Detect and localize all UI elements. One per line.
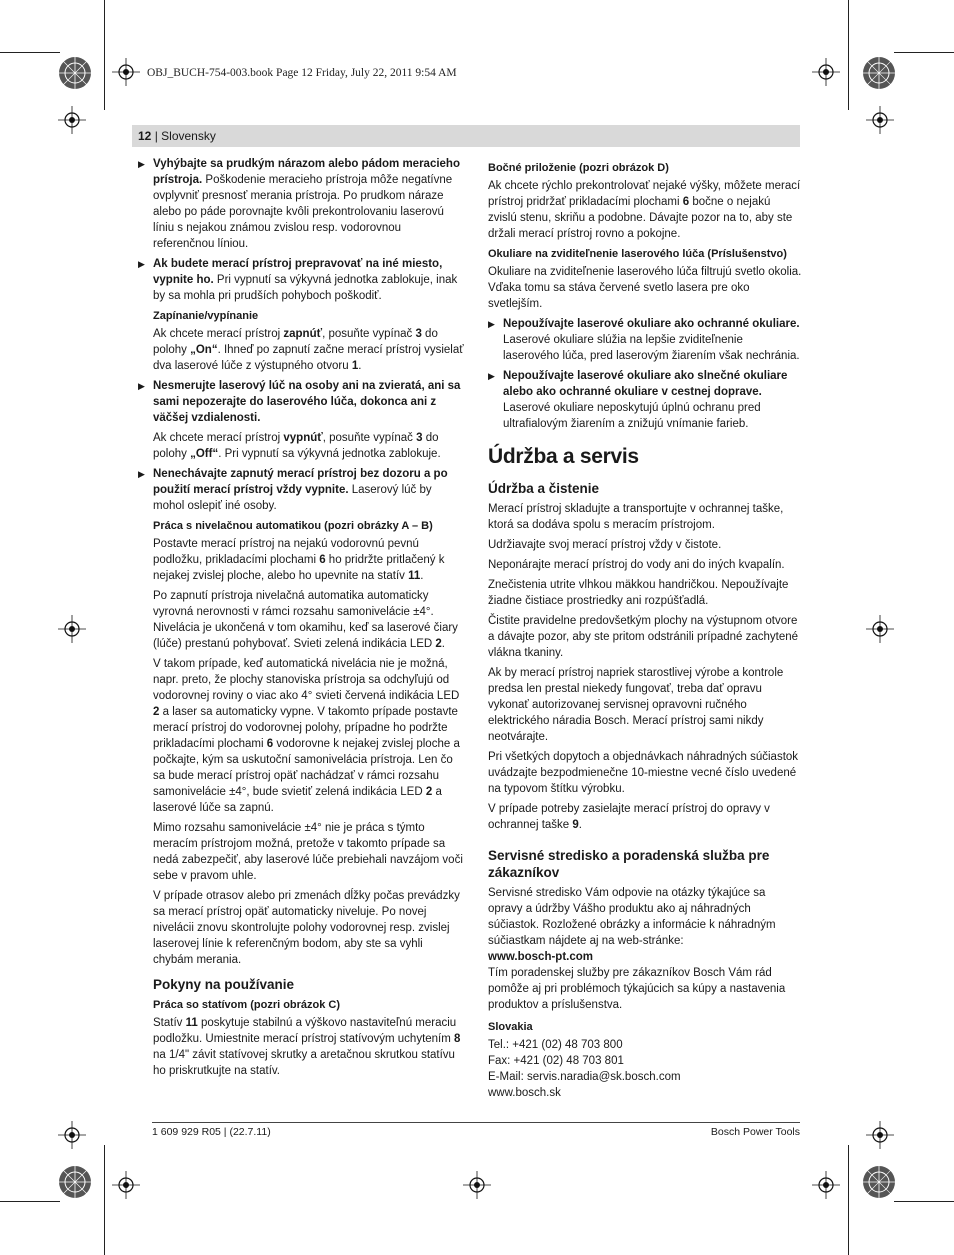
paragraph: V takom prípade, keď automatická nivelácia nie je možná, napr. preto, že plochy stanoviska prístroja sa odchyľujú od vodorovnej roviny o viac ako 4° svieti červená indikácia LED 2 a laser sa automaticky vypne. V takomto prípade postavte merací prístroj do vodorovnej polohy, prípadne ho podržte prikladacími plochami 6 vodorovne k nejakej zvislej ploche a počkajte, kým sa uskutoční samonivelácia prístroja. Len čo sa bude merací prístroj opäť nachádzať v rámci rozsahu samonivelácie ±4°, bude svietiť zelená indikácia LED 2 a laserové lúče sa zapnú. xyxy=(153,658,460,814)
radial-target-icon xyxy=(862,56,896,90)
warning-bold: Ak budete merací prístroj prepravovať na iné miesto, vypnite ho. xyxy=(153,258,443,286)
crosshair-mark-icon xyxy=(866,106,894,134)
paragraph: Tím poradenskej služby pre zákazníkov Bosch Vám rád pomôže aj pri problémoch týkajúcich sa kúpy a nastavenia produktov a príslušenstva. xyxy=(488,967,786,1011)
crosshair-mark-icon xyxy=(112,58,140,86)
section-heading: Pokyny na používanie xyxy=(153,977,295,992)
triangle-right-icon: ▶ xyxy=(488,319,495,329)
section-heading: Zapínanie/vypínanie xyxy=(153,310,259,322)
paragraph: Pri všetkých dopytoch a objednávkach náhradných súčiastok uvádzajte bezpodmienečne 10-miestne vecné číslo uvedené na typovom štítku výrobku. xyxy=(488,751,799,795)
radial-target-icon xyxy=(58,1165,92,1199)
warning-bullet xyxy=(488,316,802,364)
paragraph: Servisné stredisko Vám odpovie na otázky týkajúce sa opravy a údržby Vášho produktu ako aj náhradných súčiastok. Rozložené obrázky a informácie k náhradným súčiastkam nájdete aj na web-stránke: xyxy=(488,887,776,947)
crosshair-mark-icon xyxy=(812,58,840,86)
triangle-right-icon: ▶ xyxy=(488,371,495,381)
paragraph: V prípade potreby zasielajte merací prístroj do opravy v ochrannej taške 9. xyxy=(488,803,770,831)
paragraph: Znečistenia utrite vlhkou mäkkou handričkou. Nepoužívajte žiadne čistiace prostriedky ani rozpúšťadlá. xyxy=(488,579,789,607)
left-column xyxy=(138,156,464,1083)
trim-line xyxy=(104,1145,105,1255)
triangle-right-icon: ▶ xyxy=(138,259,145,269)
crosshair-mark-icon xyxy=(866,1121,894,1149)
warning-bold: Vyhýbajte sa prudkým nárazom alebo pádom meracieho prístroja. xyxy=(153,158,460,186)
section-heading: Okuliare na zviditeľnenie laserového lúča (Príslušenstvo) xyxy=(488,248,787,260)
paragraph: Statív 11 poskytuje stabilnú a výškovo nastaviteľnú meraciu podložku. Umiestnite merací prístroj statívovým uchytením 8 na 1/4" závit statívovej skrutky a aretačnou skrutkou statívu ho priskrutkujte na statív. xyxy=(153,1017,461,1077)
crosshair-mark-icon xyxy=(58,106,86,134)
paragraph: Udržiavajte svoj merací prístroj vždy v čistote. xyxy=(488,539,722,551)
warning-bullet xyxy=(488,368,802,432)
warning-bullet xyxy=(138,378,464,426)
trim-line xyxy=(894,1201,954,1202)
warning-text: Laserové okuliare slúžia na lepšie zviditeľnenie laserového lúča, pred laserovým žiarením však nechránia. xyxy=(503,334,800,362)
paragraph: Ak chcete merací prístroj vypnúť, posuňte vypínač 3 do polohy „Off“. Pri vypnutí sa výkyvná jednotka zablokuje. xyxy=(153,432,441,460)
warning-bold: Nesmerujte laserový lúč na osoby ani na zvieratá, ani sa sami nepozerajte do laserového lúča, dokonca ani z väčšej vzdialenosti. xyxy=(153,380,461,424)
triangle-right-icon: ▶ xyxy=(138,159,145,169)
triangle-right-icon: ▶ xyxy=(138,381,145,391)
section-heading: Servisné stredisko a poradenská služba pre zákazníkov xyxy=(488,848,770,880)
warning-bold: Nepoužívajte laserové okuliare ako slnečné okuliare alebo ako ochranné okuliare v cestnej doprave. xyxy=(503,370,788,398)
crosshair-mark-icon xyxy=(58,1121,86,1149)
warning-text: Pri vypnutí sa výkyvná jednotka zablokuje, inak by sa mohla pri prudších pohyboch poškodiť. xyxy=(153,274,458,302)
website-link[interactable]: www.bosch-pt.com xyxy=(488,951,593,963)
paragraph: Merací prístroj skladujte a transportujte v ochrannej taške, ktorá sa dodáva spolu s meracím prístrojom. xyxy=(488,503,784,531)
phone: Tel.: +421 (02) 48 703 800 xyxy=(488,1039,623,1051)
radial-target-icon xyxy=(58,56,92,90)
page-header-band xyxy=(132,125,800,147)
footer-right: Bosch Power Tools xyxy=(710,1126,800,1138)
warning-text: Laserový lúč by mohol oslepiť iné osoby. xyxy=(153,484,432,512)
section-heading: Práca s nivelačnou automatikou (pozri obrázky A – B) xyxy=(153,520,433,532)
warning-bold: Nepoužívajte laserové okuliare ako ochranné okuliare. xyxy=(503,318,800,330)
paragraph: Čistite pravidelne predovšetkým plochy na výstupnom otvore a dávajte pozor, aby ste pritom odstránili prípadné zachytené vlákna tkaniny. xyxy=(488,615,799,659)
paragraph: Ak chcete rýchlo prekontrolovať nejaké výšky, môžete merací prístroj pridržať prikladacími plochami 6 bočne o nejakú zvislú stenu, skriňu a podobne. Dávajte pozor na to, aby ste držali merací prístroj rovno a pokojne. xyxy=(488,180,801,240)
website-link[interactable]: www.bosch.sk xyxy=(488,1087,561,1099)
radial-target-icon xyxy=(862,1165,896,1199)
paragraph: Postavte merací prístroj na nejakú vodorovnú pevnú podložku, prikladacími plochami 6 ho pridržte pritlačený k nejakej zvislej ploche, alebo ho upevnite na statív 11. xyxy=(153,538,445,582)
warning-bullet xyxy=(138,156,464,252)
country-heading: Slovakia xyxy=(488,1021,533,1033)
crosshair-mark-icon xyxy=(812,1171,840,1199)
trim-line xyxy=(894,52,954,53)
paragraph: Ak chcete merací prístroj zapnúť, posuňte vypínač 3 do polohy „On“. Ihneď po zapnutí začne merací prístroj vysielať dva laserové lúče z výstupného otvoru 1. xyxy=(153,328,464,372)
crosshair-mark-icon xyxy=(112,1171,140,1199)
paragraph: Neponárajte merací prístroj do vody ani do iných kvapalín. xyxy=(488,559,785,571)
paragraph: V prípade otrasov alebo pri zmenách dĺžky počas prevádzky sa merací prístroj opäť automaticky niveluje. Po novej nivelácii znovu skontrolujte polohy vodorovnej resp. zvislej laserovej línie k referenčným bodom, aby ste sa vyhli chybám merania. xyxy=(153,890,460,966)
crop-header: OBJ_BUCH-754-003.book Page 12 Friday, July 22, 2011 9:54 AM xyxy=(147,67,457,79)
trim-line xyxy=(848,0,849,110)
section-heading: Bočné priloženie (pozri obrázok D) xyxy=(488,162,669,174)
right-column xyxy=(488,156,802,1105)
header-language: Slovensky xyxy=(161,129,216,143)
fax: Fax: +421 (02) 48 703 801 xyxy=(488,1055,624,1067)
page-number: 12 xyxy=(138,129,152,143)
crosshair-mark-icon xyxy=(58,615,86,643)
trim-line xyxy=(104,0,105,110)
footer-rule xyxy=(152,1122,800,1123)
paragraph: Okuliare na zviditeľnenie laserového lúča filtrujú svetlo okolia. Vďaka tomu sa stáva červené svetlo lasera pre oko svetlejším. xyxy=(488,266,802,310)
warning-text: Laserové okuliare neposkytujú úplnú ochranu pred ultrafialovým žiarením a znižujú vnímanie farieb. xyxy=(503,402,761,430)
header-separator: | xyxy=(151,129,162,143)
section-heading: Údržba a čistenie xyxy=(488,481,600,496)
trim-line xyxy=(0,52,60,53)
warning-bullet xyxy=(138,466,464,514)
warning-text: Poškodenie meracieho prístroja môže negatívne ovplyvniť presnosť merania prístroja. Po prudkom náraze alebo po páde porovnajte kvôli prekontrolovaniu laserovú líniu s nejakou známou zvislou resp. vodorovnou referenčnou líniou. xyxy=(153,174,453,250)
triangle-right-icon: ▶ xyxy=(138,469,145,479)
crosshair-mark-icon xyxy=(463,1171,491,1199)
paragraph: Ak by merací prístroj napriek starostlivej výrobe a kontrole predsa len prestal niekedy fungovať, treba dať opravu vykonať autorizovanej servisnej opravovni ručného elektrického náradia Bosch. Merací prístroj sami nikdy neotvárajte. xyxy=(488,667,784,743)
trim-line xyxy=(0,1201,60,1202)
crosshair-mark-icon xyxy=(866,615,894,643)
page-header xyxy=(138,129,216,143)
email-link[interactable]: E-Mail: servis.naradia@sk.bosch.com xyxy=(488,1071,681,1083)
warning-bullet xyxy=(138,256,464,304)
chapter-title: Údržba a servis xyxy=(488,445,639,468)
trim-line xyxy=(848,1145,849,1255)
section-heading: Práca so statívom (pozri obrázok C) xyxy=(153,999,341,1011)
paragraph: Mimo rozsahu samonivelácie ±4° nie je práca s týmto meracím prístrojom možná, pretože v takomto prípade sa nedá zabezpečiť, aby laserové lúče prebiehali navzájom voči sebe v pravom uhle. xyxy=(153,822,463,882)
warning-bold: Nenechávajte zapnutý merací prístroj bez dozoru a po použití merací prístroj vždy vypnite. xyxy=(153,468,448,496)
footer-left: 1 609 929 R05 | (22.7.11) xyxy=(152,1126,271,1138)
paragraph: Po zapnutí prístroja nivelačná automatika automaticky vyrovná nerovnosti v rámci rozsahu samonivelácie ±4°. Nivelácia je ukončená v tom okamihu, keď sa laserové čiary (lúče) prestanú pohybovať. Svieti zelená indikácia LED 2. xyxy=(153,590,458,650)
